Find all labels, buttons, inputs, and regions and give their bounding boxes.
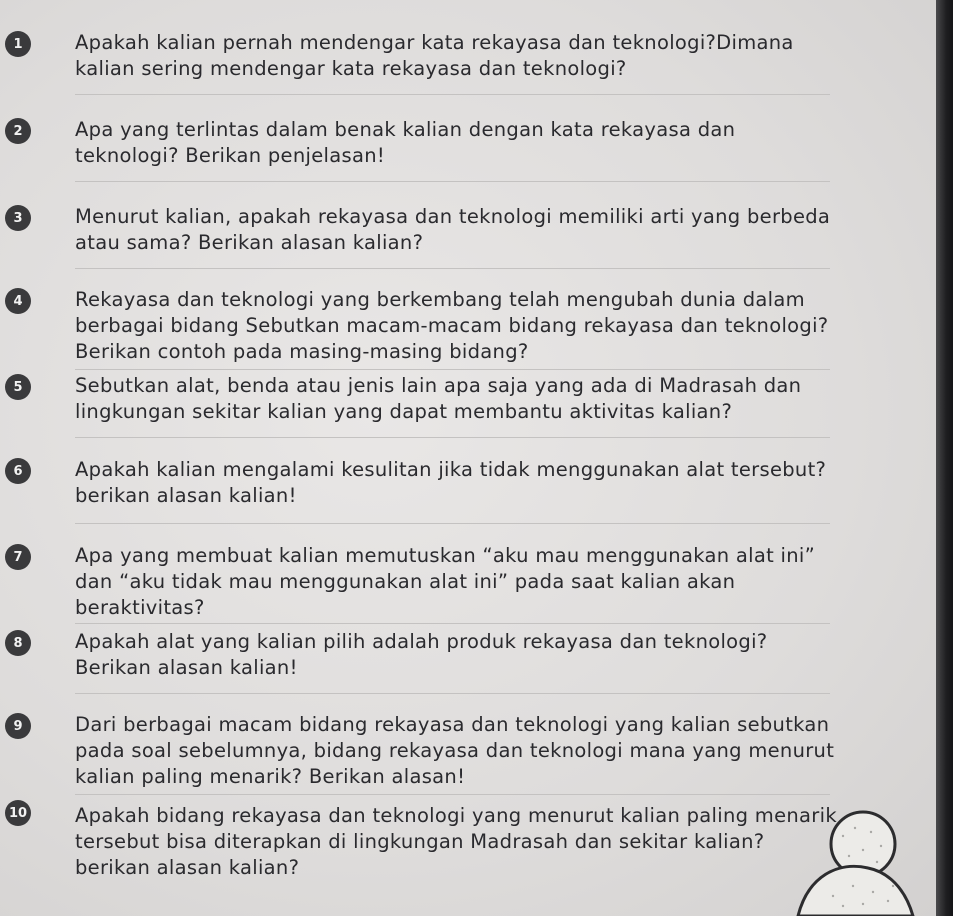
question-text: Rekayasa dan teknologi yang berkembang telah mengubah dunia dalam berbagai bidang Sebutkan macam-macam bidang rekayasa dan teknologi?Berikan contoh pada masing-masing bidang? xyxy=(75,288,829,363)
question-text: Apakah kalian pernah mendengar kata rekayasa dan teknologi?Dimana kalian sering mendengar kata rekayasa dan teknologi? xyxy=(75,31,794,80)
question-number-badge: 2 xyxy=(5,118,31,144)
answer-line xyxy=(75,268,830,269)
question-text: Apa yang terlintas dalam benak kalian dengan kata rekayasa dan teknologi? Berikan penjelasan! xyxy=(75,118,736,167)
answer-line xyxy=(75,181,830,182)
question-text: Apakah alat yang kalian pilih adalah produk rekayasa dan teknologi? Berikan alasan kalian! xyxy=(75,630,768,679)
question-text: Apa yang membuat kalian memutuskan “aku mau menggunakan alat ini” dan “aku tidak mau menggunakan alat ini” pada saat kalian akan beraktivitas? xyxy=(75,544,816,619)
question-text: Menurut kalian, apakah rekayasa dan teknologi memiliki arti yang berbeda atau sama? Berikan alasan kalian? xyxy=(75,205,831,254)
question-text: Apakah kalian mengalami kesulitan jika tidak menggunakan alat tersebut?berikan alasan kalian! xyxy=(75,458,827,507)
answer-line xyxy=(75,693,830,694)
answer-line xyxy=(75,369,830,370)
question-number-badge: 3 xyxy=(5,205,31,231)
question-number-badge: 6 xyxy=(5,458,31,484)
answer-line xyxy=(75,794,830,795)
question-text: Sebutkan alat, benda atau jenis lain apa saja yang ada di Madrasah dan lingkungan sekitar kalian yang dapat membantu aktivitas kalian? xyxy=(75,374,802,423)
question-number-badge: 8 xyxy=(5,630,31,656)
question-text: Dari berbagai macam bidang rekayasa dan teknologi yang kalian sebutkan pada soal sebelumnya, bidang rekayasa dan teknologi mana yang menurut kalian paling menarik? Berikan alasan! xyxy=(75,713,835,788)
question-number-badge: 7 xyxy=(5,544,31,570)
question-number-badge: 4 xyxy=(5,288,31,314)
question-number-badge: 10 xyxy=(5,800,31,826)
question-text: Apakah bidang rekayasa dan teknologi yang menurut kalian paling menarik tersebut bisa diterapkan di lingkungan Madrasah dan sekitar kalian? berikan alasan kalian? xyxy=(75,804,837,879)
answer-line xyxy=(75,437,830,438)
answer-line xyxy=(75,94,830,95)
answer-line xyxy=(75,523,830,524)
question-number-badge: 5 xyxy=(5,374,31,400)
page-edge-shadow xyxy=(936,0,953,916)
decorative-illustration xyxy=(793,806,918,916)
answer-line xyxy=(75,623,830,624)
question-number-badge: 9 xyxy=(5,713,31,739)
question-number-badge: 1 xyxy=(5,31,31,57)
